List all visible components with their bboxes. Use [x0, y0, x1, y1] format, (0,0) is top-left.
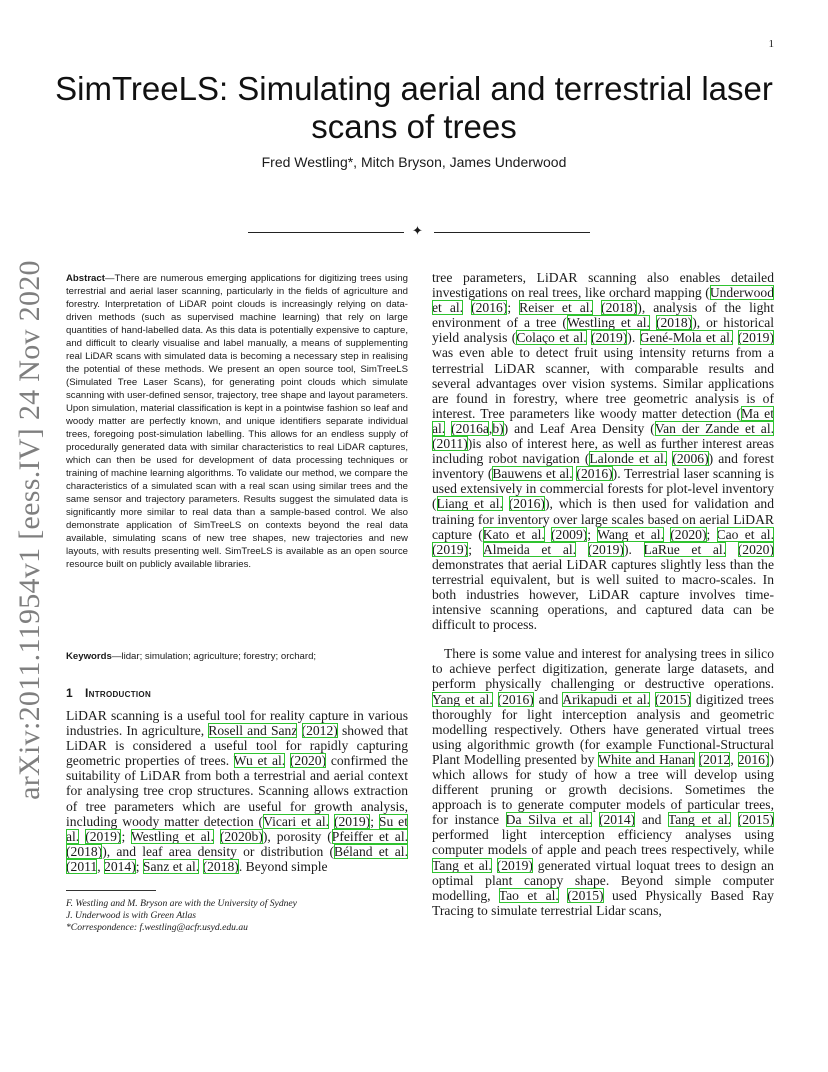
body-text: ) and forest inventory (	[432, 451, 774, 482]
citation-link[interactable]: Rosell and Sanz	[208, 723, 298, 739]
page-number: 1	[768, 38, 774, 50]
citation-link[interactable]: (2019)	[591, 330, 628, 346]
body-text: LiDAR scanning is a useful tool for reality capture in various industries. In agriculture,	[66, 708, 408, 739]
citation-link[interactable]: (2009)	[551, 526, 588, 542]
divider-line-right	[434, 232, 590, 233]
body-text: tree parameters, LiDAR scanning also enables detailed investigations on real trees, like orchard mapping (	[432, 270, 774, 301]
body-text: performed light interception efficiency analyses using computer models of apple and peach trees respectively, while	[432, 827, 774, 858]
right-column	[432, 270, 774, 918]
body-text	[726, 542, 738, 557]
citation-link[interactable]: (2016)	[497, 691, 534, 707]
keywords-label: Keywords	[66, 651, 112, 662]
footnote-correspondence: *Correspondence: f.westling@acfr.usyd.edu.au	[66, 922, 248, 933]
citation-link[interactable]: (2020)	[737, 541, 774, 557]
body-text: digitized trees thoroughly for light interception analysis and geometric modelling respectively. Others have generated virtual trees using algorithmic growth (for example Functional-Structural Plant Modelling presented by	[432, 691, 774, 767]
citation-link[interactable]: (2016)	[471, 300, 508, 316]
citation-link[interactable]: Tang et al.	[667, 812, 732, 828]
citation-link[interactable]: Su et al.	[66, 813, 408, 844]
body-text: ), analysis of the light environment of a tree (	[432, 300, 775, 331]
body-text: ).	[623, 541, 644, 557]
citation-link[interactable]: Ma et al.	[432, 405, 774, 436]
body-text	[731, 812, 738, 827]
body-text: ;	[587, 526, 598, 542]
body-text: ).	[627, 330, 640, 346]
citation-link[interactable]: Lalonde et al.	[589, 451, 668, 467]
citation-link[interactable]: (2019)	[333, 813, 371, 829]
intro-paragraph	[66, 708, 408, 874]
body-text: confirmed the suitability of LiDAR from both a terrestrial and aerial context for analysing tree crop structures. Scanning allows extraction of tree parameters which are useful for growth analysis, including woody matter detection (	[66, 753, 408, 829]
citation-link[interactable]: (2016)	[576, 466, 613, 482]
citation-link[interactable]: Wang et al.	[597, 526, 664, 542]
body-text: ). Terrestrial laser scanning is used extensively in commercial forests for plot-level inventory (	[432, 466, 774, 512]
paper-title: SimTreeLS: Simulating aerial and terrestrial laser scans of trees	[55, 70, 773, 145]
citation-link[interactable]: Arikapudi et al.	[562, 691, 651, 707]
body-text	[297, 723, 301, 738]
citation-link[interactable]: (2011	[66, 858, 98, 874]
citation-link[interactable]: (2015)	[567, 887, 604, 903]
citation-link[interactable]: (2011)	[432, 436, 468, 452]
citation-link[interactable]: LaRue et al.	[643, 541, 727, 557]
citation-link[interactable]: Bauwens et al.	[492, 466, 573, 482]
keywords	[66, 650, 408, 663]
citation-link[interactable]: (2016)	[508, 496, 545, 512]
section-heading	[66, 686, 151, 700]
body-text: ;	[468, 541, 483, 557]
body-text	[463, 300, 471, 315]
citation-link[interactable]: (2012	[698, 751, 731, 767]
body-text: and	[635, 812, 668, 828]
body-text: ,	[97, 858, 105, 874]
footnote-affiliation-1: F. Westling and M. Bryson are with the University of Sydney	[66, 898, 297, 909]
citation-link[interactable]: b)	[492, 420, 504, 436]
body-text: ,	[488, 420, 493, 436]
citation-link[interactable]: (2018)	[601, 300, 638, 316]
citation-link[interactable]: Béland et al.	[334, 843, 408, 859]
citation-link[interactable]: (2020)	[289, 753, 327, 769]
citation-link[interactable]: (2019)	[737, 330, 774, 346]
citation-link[interactable]: (2020)	[670, 526, 707, 542]
body-text: ;	[121, 828, 131, 844]
citation-link[interactable]: Underwood et al.	[432, 285, 774, 316]
citation-link[interactable]: Liang et al.	[436, 496, 503, 512]
keywords-text: —lidar; simulation; agriculture; forestry; orchard;	[111, 651, 317, 662]
citation-link[interactable]: Tao et al.	[498, 887, 559, 903]
body-text: ;	[507, 300, 520, 316]
arxiv-stamp	[6, 260, 54, 800]
body-text: ;	[135, 858, 143, 874]
section-number: 1	[66, 686, 73, 700]
body-text	[214, 829, 220, 844]
citation-link[interactable]: (2020b)	[219, 828, 263, 844]
citation-link[interactable]: Reiser et al.	[519, 300, 593, 316]
citation-link[interactable]: (2019)	[432, 541, 469, 557]
citation-link[interactable]: (2012)	[301, 723, 338, 739]
title-divider	[248, 226, 590, 238]
section-title: Introduction	[84, 686, 152, 700]
citation-link[interactable]: Sanz et al.	[142, 858, 200, 874]
citation-link[interactable]: (2019)	[496, 857, 533, 873]
body-text: ;	[370, 813, 379, 829]
right-paragraph-2	[432, 646, 774, 918]
right-paragraph-1	[432, 270, 774, 632]
abstract-text: —There are numerous emerging applications for digitizing trees using terrestrial and aerial laser scanning, particularly in the fields of agriculture and forestry. Interpretation of LiDAR point clouds is increasingly relying on data-driven methods (such as supervised machine learning) that rely on large quantities of hand-labelled data. As this data is potentially expensive to capture, and difficult to clearly visualise and label manually, a means of supplementing real LiDAR scans with simulated data is becoming a necessary step in realising the potential of these methods. We present an open source tool, SimTreeLS (Simulated Tree Laser Scans), for generating point clouds which simulate scanning with user-defined sensor, trajectory, tree shape and layout parameters. Upon simulation, material classification is kept in a pointwise fashion so leaf and woody matter are perfectly known, and unique identifiers separate individual trees, foregoing post-simulation labelling. This allows for an endless supply of procedurally generated data with similar characteristics to real LiDAR captures, which can then be used for development of data processing techniques or training of machine learning algorithms. To validate our method, we compare the characteristics of a simulated scan with a real scan using similar trees and the same sensor and trajectory parameters. Results suggest the simulated data is significantly more similar to real data than a sample-based control. We also demonstrate application of SimTreeLS on contexts beyond the real data available, simulating scans of new tree shapes, new trajectories and new layouts, with results presenting well. SimTreeLS is available as an open source resource built on publicly available libraries.	[66, 273, 408, 570]
citation-link[interactable]: Yang et al.	[432, 691, 493, 707]
citation-link[interactable]: (2014)	[598, 812, 636, 828]
body-text	[592, 812, 599, 827]
divider-line-left	[248, 232, 404, 233]
citation-link[interactable]: Westling et al.	[130, 828, 214, 844]
citation-link[interactable]: Colaço et al.	[516, 330, 587, 346]
body-text: showed that LiDAR is considered a useful tool for rapidly capturing geometric properties of trees.	[66, 723, 409, 769]
body-text	[576, 542, 588, 557]
diamond-icon: ✦	[412, 224, 423, 239]
citation-link[interactable]: Cao et al.	[716, 526, 774, 542]
body-text: and	[533, 691, 563, 707]
footnote-affiliation-2: J. Underwood is with Green Atlas	[66, 910, 197, 921]
body-text	[492, 858, 497, 873]
body-text: ;	[706, 526, 717, 542]
body-text: ), which is then used for validation and training for inventory over large scales based on aerial LiDAR capture (	[432, 496, 774, 542]
citation-link[interactable]: Gené-Mola et al.	[639, 330, 734, 346]
citation-link[interactable]: Van der Zande et al.	[654, 420, 774, 436]
author-list: Fred Westling*, Mitch Bryson, James Underwood	[261, 154, 567, 170]
body-text: ,	[730, 751, 738, 767]
body-text: ) which allows for study of how a tree will develop using different pruning or growth decisions. Sometimes the approach is to generate computer models of particular trees, for instance	[432, 751, 774, 828]
body-text	[695, 752, 699, 767]
body-text: There is some value and interest for analysing trees in silico to achieve perfect digitization, generate large datasets, and perform physically challenging or destructive operations.	[432, 646, 774, 692]
citation-link[interactable]: (2015)	[737, 812, 774, 828]
citation-link[interactable]: (2016a	[451, 420, 489, 436]
citation-link[interactable]: Wu et al.	[233, 753, 286, 769]
body-text	[493, 692, 498, 707]
body-text: ), or historical yield analysis (	[432, 315, 775, 346]
body-text: generated virtual loquat trees to design an optimal plant canopy shape. Beyond simple computer modelling,	[432, 857, 774, 903]
abstract	[66, 272, 408, 571]
citation-link[interactable]: Almeida et al.	[482, 541, 577, 557]
body-text: )is also of interest here, as well as further interest areas including robot navigation (	[432, 436, 774, 467]
citation-link[interactable]: (2019)	[587, 541, 624, 557]
footnote-rule	[66, 890, 156, 891]
citation-link[interactable]: (2015)	[654, 691, 692, 707]
footnotes	[66, 898, 408, 934]
citation-link[interactable]: (2018)	[655, 315, 693, 331]
citation-link[interactable]: Tang et al.	[432, 857, 492, 873]
body-text	[559, 888, 567, 903]
citation-link[interactable]: 2014)	[104, 858, 136, 874]
citation-link[interactable]: (2018)	[202, 858, 239, 874]
citation-link[interactable]: (2018)	[66, 843, 103, 859]
citation-link[interactable]: White and Hanan	[598, 751, 695, 767]
citation-link[interactable]: Da Silva et al.	[505, 812, 593, 828]
body-text: . Beyond simple	[238, 858, 328, 874]
body-text: ), porosity (	[262, 828, 332, 844]
citation-link[interactable]: Westling et al.	[566, 315, 650, 331]
arxiv-identifier: arXiv:2011.11954v1 [eess.IV] 24 Nov 2020	[13, 260, 47, 800]
body-text	[503, 496, 509, 511]
body-text: used Physically Based Ray Tracing to simulate terrestrial Lidar scans,	[432, 887, 774, 918]
body-text: ) and Leaf Area Density (	[503, 420, 655, 436]
body-text	[593, 300, 601, 315]
citation-link[interactable]: 2016)	[737, 751, 770, 767]
citation-link[interactable]: Kato et al.	[482, 526, 545, 542]
body-text: demonstrates that aerial LiDAR captures slightly less than the terrestrial equivalent, but is well suited to macro-scales. In both industries however, LiDAR capture involves time-intensive scanning operations, and captured data can be difficult to process.	[432, 556, 774, 633]
citation-link[interactable]: (2006)	[672, 451, 709, 467]
abstract-label: Abstract	[66, 273, 105, 284]
body-text: ), and leaf area density or distribution (	[102, 843, 335, 859]
citation-link[interactable]: Vicari et al.	[263, 813, 330, 829]
citation-link[interactable]: Pfeiffer et al.	[331, 828, 408, 844]
body-text: was even able to detect fruit using intensity returns from a terrestrial LiDAR scanner, with comparable results and several advantages over vision systems. Similar applications are found in forestry, where tree geometric analysis is of interest. Tree parameters like woody matter detection (	[432, 345, 774, 421]
citation-link[interactable]: (2019)	[85, 828, 122, 844]
